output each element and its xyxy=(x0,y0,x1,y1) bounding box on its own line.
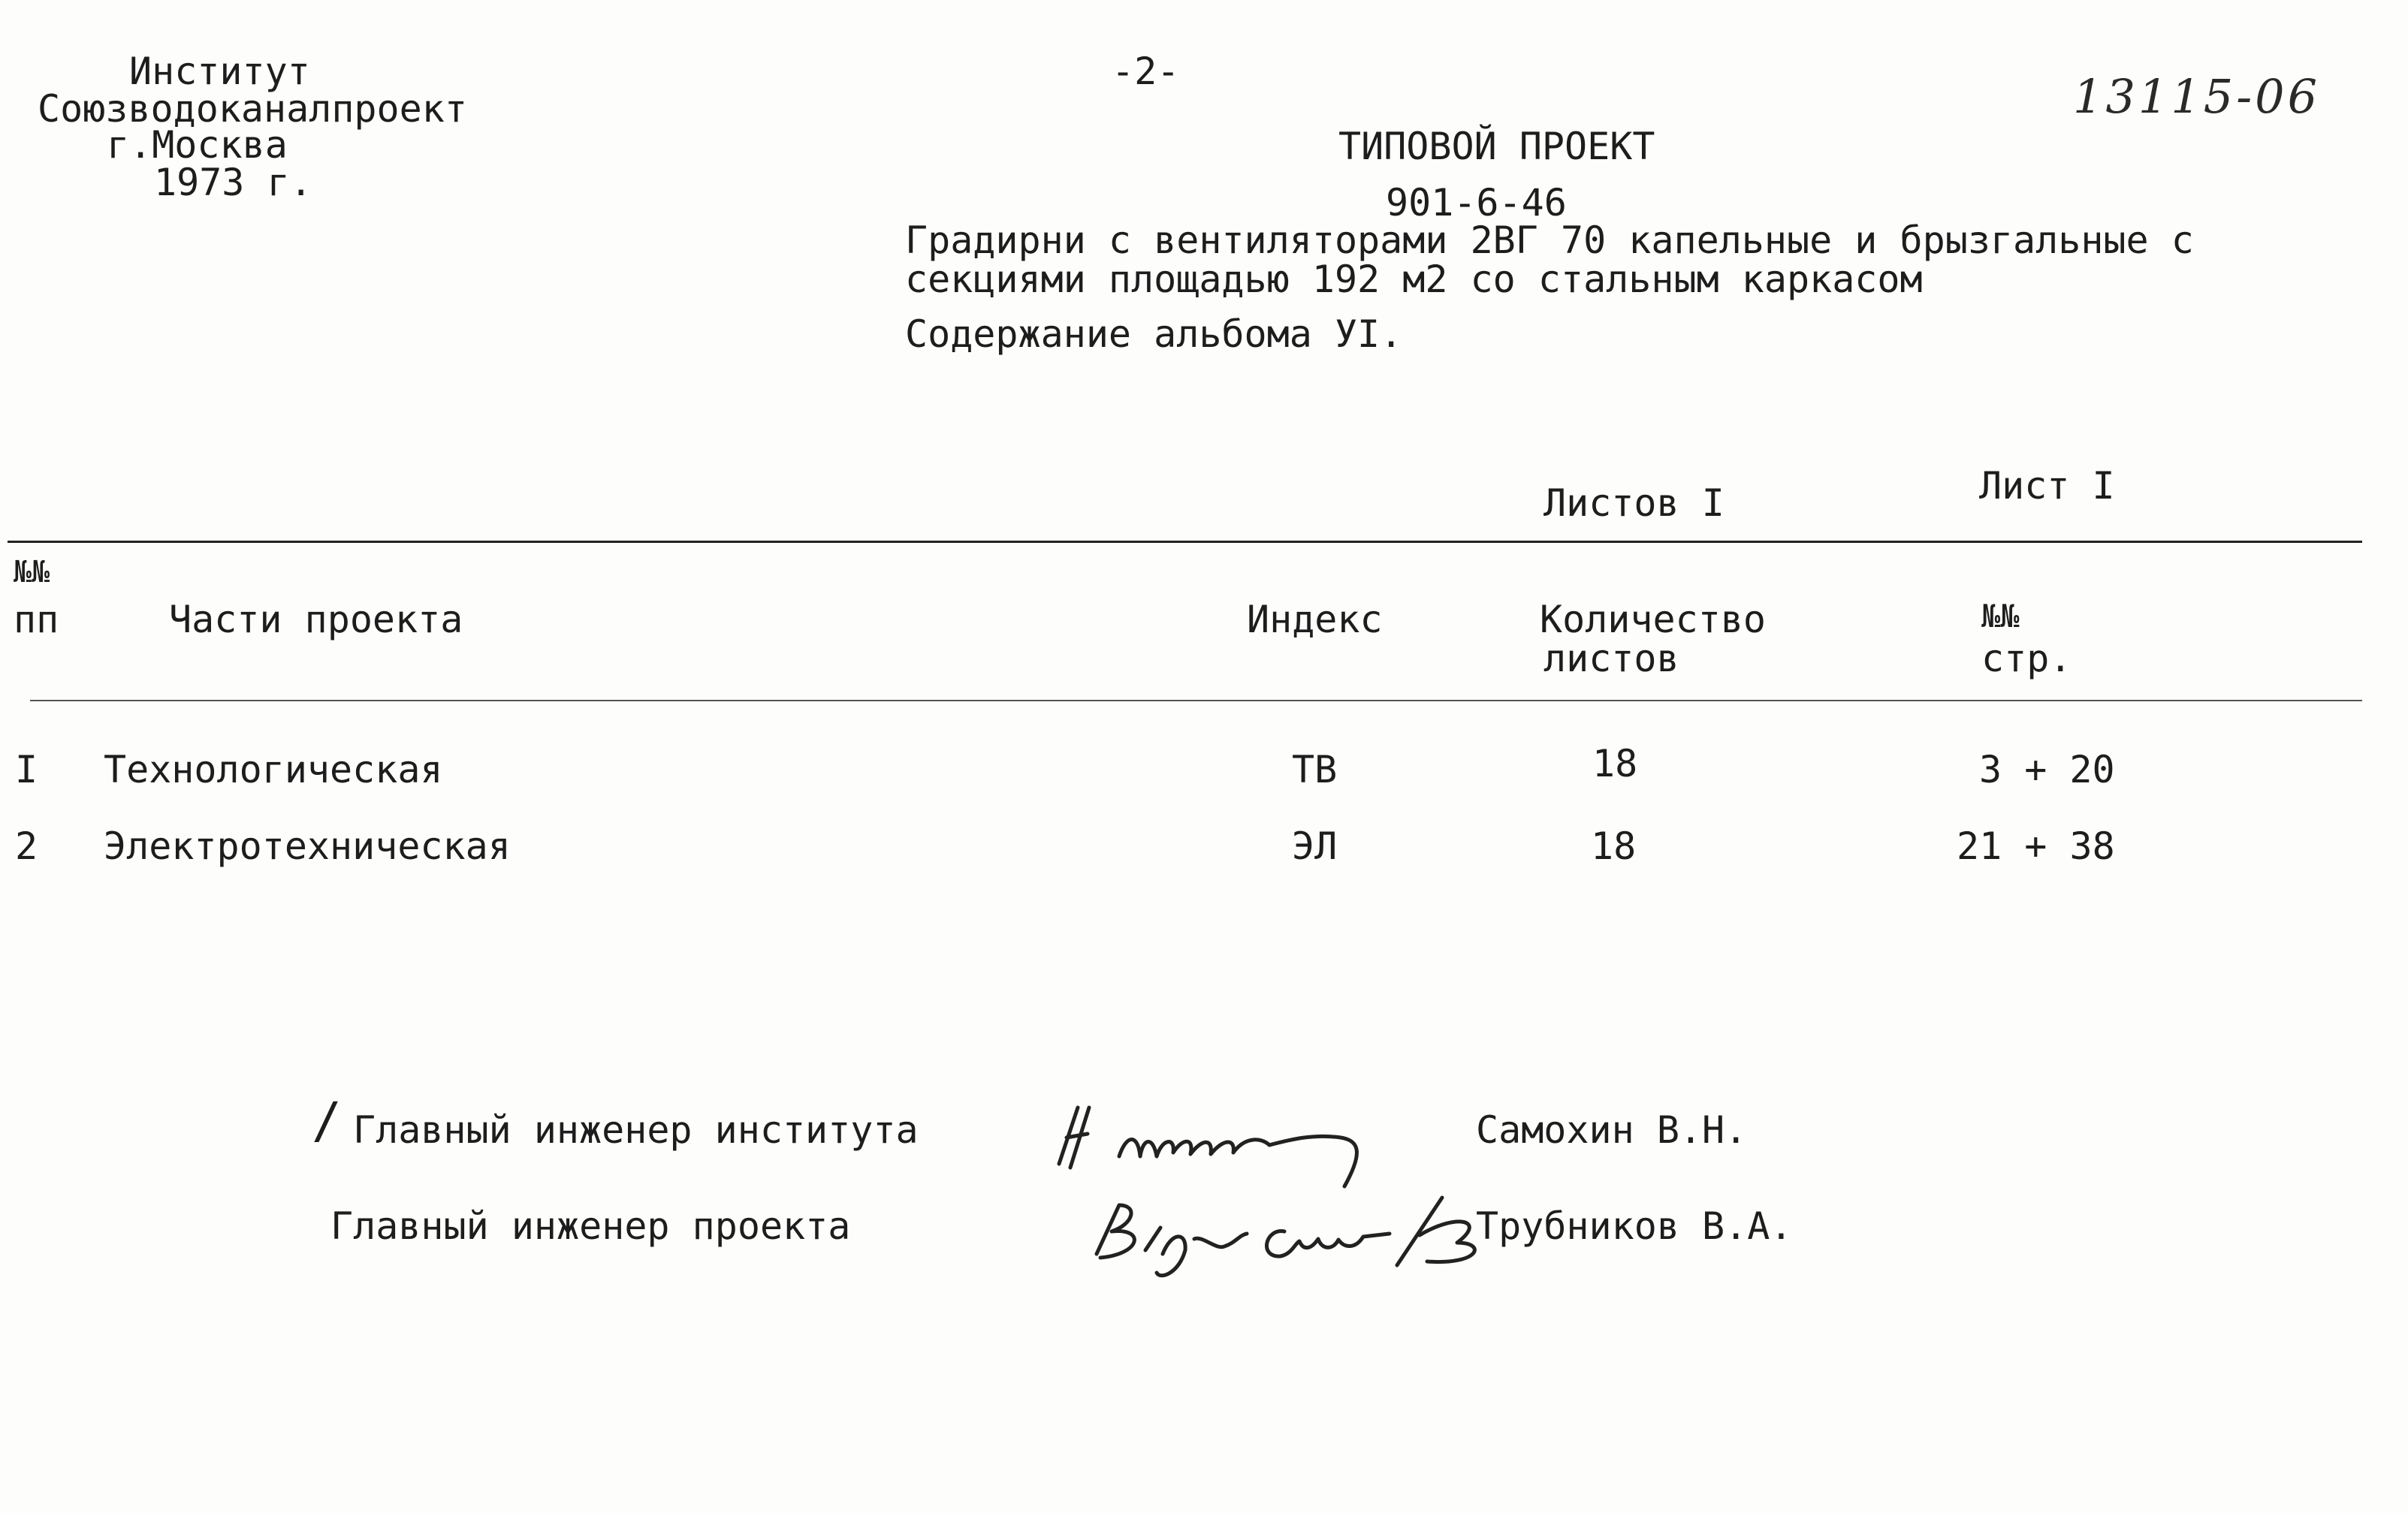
header-pages-line1: №№ xyxy=(1981,598,2020,634)
row1-count: 18 xyxy=(1592,742,1638,785)
project-title-line1: Градирни с вентиляторами 2ВГ 70 капельные и брызгальные с xyxy=(905,219,2194,262)
header-part: Части проекта xyxy=(169,598,463,641)
signature-role-1: Главный инженер института xyxy=(353,1108,919,1152)
signature-name-2: Трубников В.А. xyxy=(1476,1204,1793,1248)
row1-index: ТВ xyxy=(1292,748,1338,791)
album-contents: Содержание альбома УI. xyxy=(905,312,1403,356)
project-type: ТИПОВОЙ ПРОЕКТ xyxy=(1338,125,1655,168)
header-num-line1: №№ xyxy=(14,555,50,589)
signature-slash: / xyxy=(312,1092,342,1150)
sheet-current: Лист I xyxy=(1979,464,2115,508)
row1-num: I xyxy=(15,748,38,791)
institute-name: Союзводоканалпроект xyxy=(38,87,467,131)
row2-num: 2 xyxy=(15,824,38,868)
handwritten-signature-2 xyxy=(1067,1190,1502,1288)
project-code: 901-6-46 xyxy=(1386,181,1567,225)
row2-pages: 21 + 38 xyxy=(1957,824,2115,868)
header-index: Индекс xyxy=(1247,598,1383,641)
row1-part: Технологическая xyxy=(104,748,443,791)
archive-number: 13115-06 xyxy=(2073,69,2321,124)
row2-count: 18 xyxy=(1591,824,1637,868)
signature-name-1: Самохин В.Н. xyxy=(1476,1108,1748,1152)
table-header-rule xyxy=(30,700,2362,701)
institute-year: 1973 г. xyxy=(154,161,312,204)
row1-pages: 3 + 20 xyxy=(1979,748,2115,791)
handwritten-signature-1 xyxy=(1044,1093,1405,1190)
header-pages-line2: стр. xyxy=(1981,637,2072,680)
row2-index: ЭЛ xyxy=(1292,824,1338,868)
institute-city: г.Москва xyxy=(107,123,288,167)
header-count-line2: листов xyxy=(1543,637,1679,680)
signature-role-2: Главный инженер проекта xyxy=(330,1204,851,1248)
sheets-total: Листов I xyxy=(1543,481,1725,525)
header-num-line2: пп xyxy=(14,598,59,641)
institute-label: Институт xyxy=(129,50,310,93)
table-top-rule xyxy=(8,541,2362,543)
project-title-line2: секциями площадью 192 м2 со стальным каркасом xyxy=(905,258,1923,301)
page-number: -2- xyxy=(1112,50,1180,93)
row2-part: Электротехническая xyxy=(104,824,511,868)
header-count-line1: Количество xyxy=(1540,598,1767,641)
